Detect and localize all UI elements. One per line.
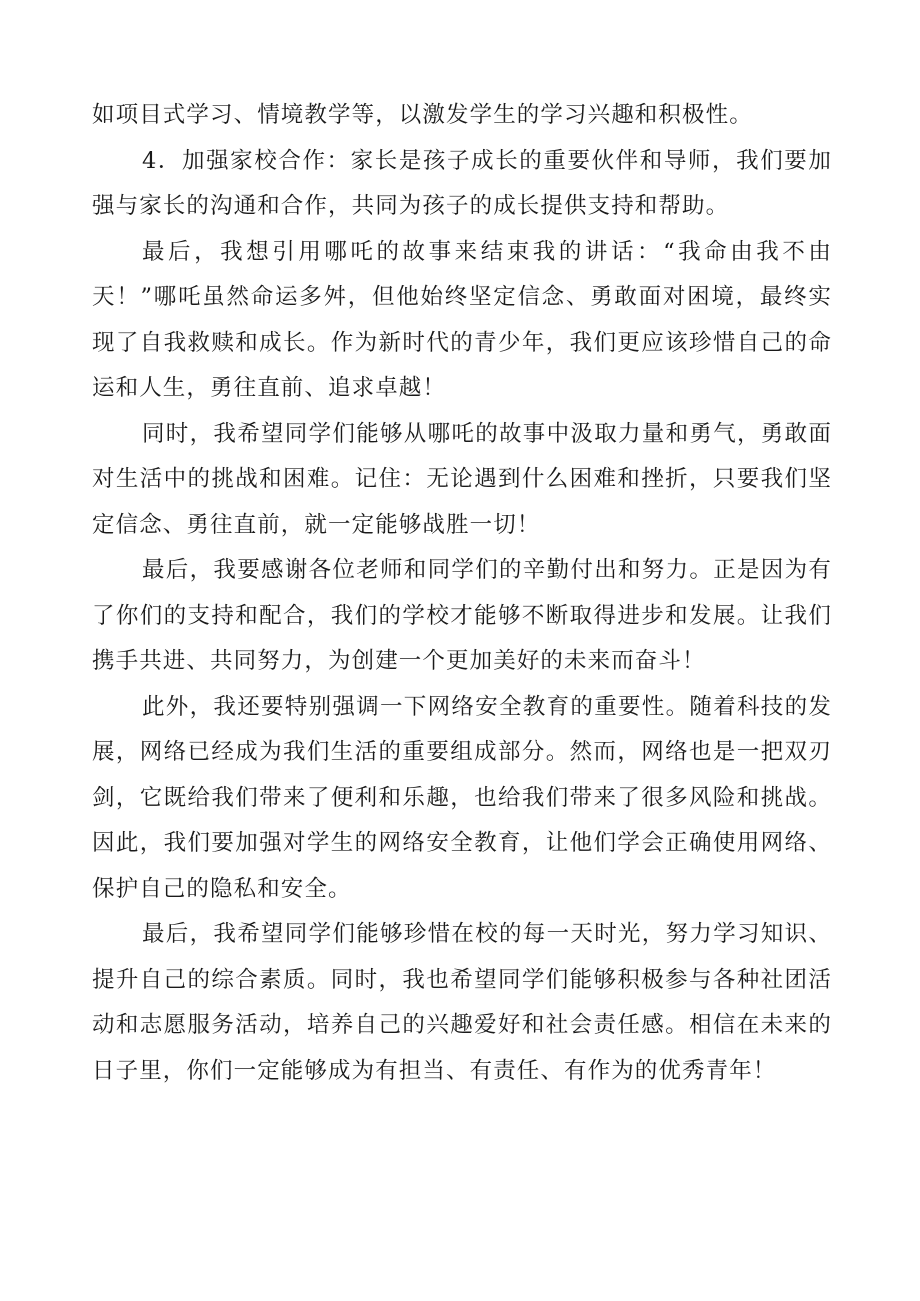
paragraph-closing-hope: 最后，我希望同学们能够珍惜在校的每一天时光，努力学习知识、提升自己的综合素质。同时，我也希望同学们能够积极参与各种社团活动和志愿服务活动，培养自己的兴趣爱好和社会责任感。相信在未来的日子里，你们一定能够成为有担当、有责任、有作为的优秀青年！ — [92, 921, 832, 1084]
document-body — [92, 93, 832, 1094]
paragraph-thanks: 最后，我要感谢各位老师和同学们的辛勤付出和努力。正是因为有了你们的支持和配合，我们的学校才能够不断取得进步和发展。让我们携手共进、共同努力，为创建一个更加美好的未来而奋斗！ — [92, 557, 832, 674]
paragraph-strength-courage: 同时，我希望同学们能够从哪吒的故事中汲取力量和勇气，勇敢面对生活中的挑战和困难。记住：无论遇到什么困难和挫折，只要我们坚定信念、勇往直前，就一定能够战胜一切！ — [92, 420, 832, 538]
paragraph-home-school-cooperation: 4．加强家校合作：家长是孩子成长的重要伙伴和导师，我们要加强与家长的沟通和合作，共同为孩子的成长提供支持和帮助。 — [92, 147, 832, 219]
paragraph-nezha-quote: 最后，我想引用哪吒的故事来结束我的讲话：“我命由我不由天！”哪吒虽然命运多舛，但他始终坚定信念、勇敢面对困境，最终实现了自我救赎和成长。作为新时代的青少年，我们更应该珍惜自己的命运和人生，勇往直前、追求卓越！ — [92, 238, 832, 401]
paragraph-network-safety: 此外，我还要特别强调一下网络安全教育的重要性。随着科技的发展，网络已经成为我们生活的重要组成部分。然而，网络也是一把双刃剑，它既给我们带来了便利和乐趣，也给我们带来了很多风险和挑战。因此，我们要加强对学生的网络安全教育，让他们学会正确使用网络、保护自己的隐私和安全。 — [92, 693, 832, 902]
paragraph-continuation: 如项目式学习、情境教学等，以激发学生的学习兴趣和积极性。 — [92, 102, 753, 128]
